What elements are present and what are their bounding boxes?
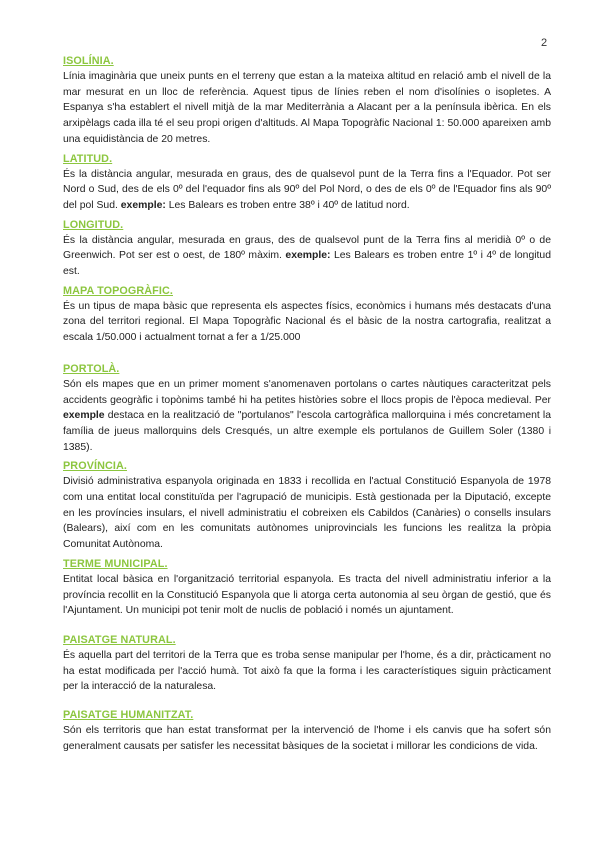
glossary-entry-isolinia — [63, 51, 551, 148]
term-heading: PORTOLÀ. — [63, 362, 120, 375]
term-heading: LATITUD. — [63, 152, 113, 165]
glossary-entry-paisatge-humanitzat — [63, 705, 551, 754]
glossary-entry-paisatge-natural — [63, 630, 551, 695]
glossary-content — [63, 51, 551, 755]
glossary-entry-longitud — [63, 215, 551, 280]
example-text: destaca en la realització de "portulanos" l'escola cartogràfica mallorquina i més concretament la família de jueus mallorquins dels Cresqués, un altre exemple els portulanos de Guillem Soler (1380 i 1385). — [63, 410, 551, 453]
definition-text: És la distància angular, mesurada en graus, des de qualsevol punt de la Terra fins al meridià 0º o de Greenwich. Pot ser est o oest, de 180º màxim. — [63, 234, 551, 262]
term-heading: ISOLÍNIA. — [63, 55, 114, 67]
example-label: exemple: — [285, 250, 331, 262]
example-label: exemple — [63, 410, 105, 422]
glossary-entry-latitud — [63, 149, 551, 214]
term-definition: Línia imaginària que uneix punts en el terreny que estan a la mateixa altitud en relació amb el nivell de la mar mesurat en un lloc de referència. Aquest tipus de línies reben el nom d'isolínies o isopletes. A Espanya s'ha establert el nivell mitjà de la mar Mediterrània a Alacant per a la península ibèrica. En els arxipèlags cada illa té el seu propi origen d'altituds. Al Mapa Topogràfic Nacional 1: 50.000 apareixen amb una equidistància de 20 metres. — [63, 71, 551, 145]
glossary-entry-terme-municipal — [63, 554, 551, 619]
example-label: exemple: — [120, 199, 166, 211]
term-heading: MAPA TOPOGRÀFIC. — [63, 284, 173, 297]
term-definition: Són els territoris que han estat transformat per la intervenció de l'home i els canvis que ha sofert són generalment causats per satisfer les necessitat bàsiques de la societat i millorar les condicions de vida. — [63, 725, 551, 752]
glossary-entry-portola — [63, 359, 551, 456]
term-definition: Entitat local bàsica en l'organització territorial espanyola. Es tracta del nivell administratiu inferior a la província recollit en la Constitució Espanyola que li atorga certa autonomia al seu òrgan de gestió, que és l'Ajuntament. Un municipi pot tenir molt de nuclis de població i només un ajuntament. — [63, 573, 551, 617]
term-definition: Divisió administrativa espanyola originada en 1833 i recollida en l'actual Constitució Espanyola de 1978 com una entitat local constituïda per l'agrupació de municipis. Està gestionada per la Diputació, excepte en les províncies insulars, el nivell administratiu el cobreixen els Cabildos (Canàries) o consells insulars (Balears), així com en les comunitats autònomes uniprovincials les funcions les realitza la pròpia Comunitat Autònoma. — [63, 476, 551, 551]
term-heading: TERME MUNICIPAL. — [63, 557, 168, 570]
term-heading: PAISATGE HUMANITZAT. — [63, 709, 194, 722]
definition-text: És la distància angular, mesurada en graus, des de qualsevol punt de la Terra fins a l'Equador. Pot ser Nord o Sud, des de els 0º del l'equador fins als 90º del Pol Nord, o des de els 0º de l'Equador fins als 90º del pol Sud. — [63, 168, 551, 211]
example-text: Les Balears es troben entre 38º i 40º de latitud nord. — [165, 199, 410, 211]
glossary-entry-provincia — [63, 456, 551, 553]
example-text: Les Balears es troben entre 1º i 4º de longitud est. — [63, 250, 551, 278]
glossary-entry-mapa-topografic — [63, 281, 551, 346]
term-definition: És un tipus de mapa bàsic que representa els aspectes físics, econòmics i humans més destacats d'una zona del territori regional. El Mapa Topogràfic Nacional és el bàsic de la nostra cartografia, realitzat a escala 1/50.000 i actualment tornat a fer a 1/25.000 — [63, 300, 551, 344]
term-definition — [63, 377, 551, 456]
term-definition — [63, 167, 551, 214]
term-definition: És aquella part del territori de la Terra que es troba sense manipular per l'home, és a dir, pràcticament no ha estat modificada per l'acció humà. Tot això fa que la forma i les característiques siguin pràcticament per la interacció de la naturalesa. — [63, 649, 551, 693]
term-definition — [63, 233, 551, 280]
term-heading: LONGITUD. — [63, 218, 124, 231]
page-number: 2 — [541, 37, 548, 49]
term-heading: PAISATGE NATURAL. — [63, 633, 176, 646]
term-heading: PROVÍNCIA. — [63, 460, 127, 473]
definition-text: Són els mapes que en un primer moment s'anomenaven portolans o cartes nàutiques caracteritzat pels accidents geogràfic i topònims també hi ha petites històries sobre el llocs propis de l'època medieval. Per — [63, 378, 551, 406]
